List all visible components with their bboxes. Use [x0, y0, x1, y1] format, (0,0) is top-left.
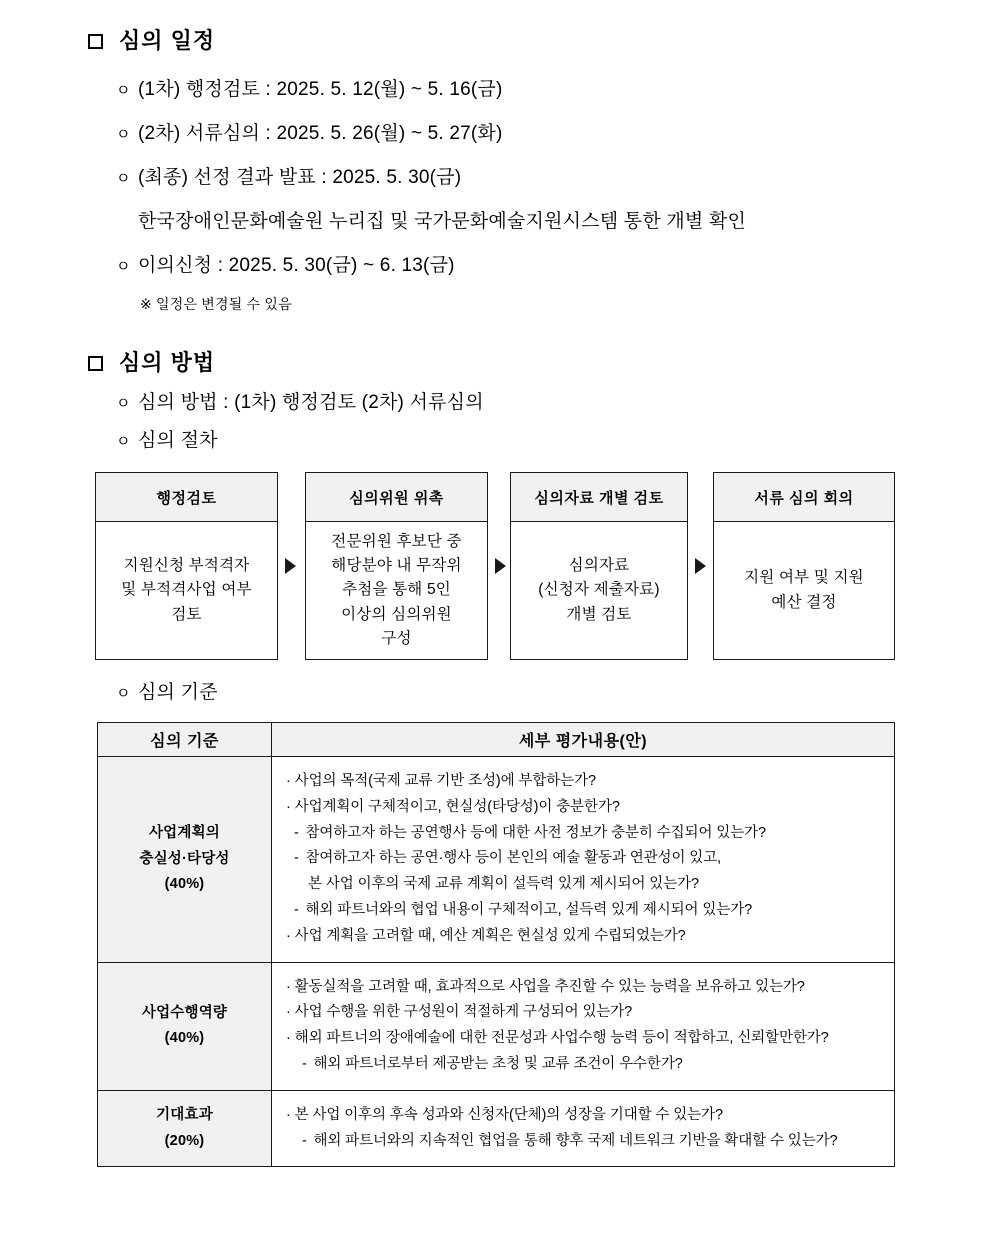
method-item-method-text: 심의 방법 : (1차) 행정검토 (2차) 서류심의 [138, 392, 484, 413]
circle-bullet-icon: ㅇ [116, 126, 131, 143]
flow-step-1 [95, 472, 278, 660]
circle-bullet-icon: ㅇ [116, 82, 131, 99]
table-header-row [98, 723, 895, 757]
criteria-detail-cell [272, 962, 895, 1090]
table-row [98, 1090, 895, 1167]
criteria-table-head [98, 723, 895, 757]
flow-step-4 [713, 472, 895, 660]
column-header-details: 세부 평가내용(안) [272, 723, 895, 757]
flow-step-1-title: 행정검토 [96, 473, 277, 522]
section-heading-schedule [88, 30, 215, 52]
schedule-item-1-text: (1차) 행정검토 : 2025. 5. 12(월) ~ 5. 16(금) [138, 79, 503, 100]
criteria-table [97, 722, 895, 1167]
circle-bullet-icon: ㅇ [116, 395, 131, 412]
criteria-detail-item: · 활동실적을 고려할 때, 효과적으로 사업을 추진할 수 있는 능력을 보유하고 있는가? [286, 978, 805, 995]
criteria-name-cell: 사업수행역량 (40%) [98, 962, 272, 1090]
circle-bullet-icon: ㅇ [116, 685, 131, 702]
flow-step-2-body: 전문위원 후보단 중 해당분야 내 무작위 추첨을 통해 5인 이상의 심의위원 구성 [331, 533, 462, 647]
section-heading-method-label: 심의 방법 [119, 350, 216, 375]
method-item-process-text: 심의 절차 [138, 430, 218, 451]
column-header-criteria: 심의 기준 [98, 723, 272, 757]
criteria-detail-item: · 해외 파트너의 장애예술에 대한 전문성과 사업수행 능력 등이 적합하고, 신뢰할만한가? [286, 1030, 829, 1047]
schedule-item-3-continuation: 한국장애인문화예술원 누리집 및 국가문화예술지원시스템 통한 개별 확인 [138, 211, 747, 232]
flow-step-1-body: 지원신청 부적격자 및 부적격사업 여부 검토 [121, 557, 252, 623]
criteria-detail-item: - 해외 파트너와의 협업 내용이 구체적이고, 설득력 있게 제시되어 있는가? [294, 901, 753, 918]
method-item-method [116, 391, 484, 415]
criteria-detail-item: · 사업 수행을 위한 구성원이 적절하게 구성되어 있는가? [286, 1004, 633, 1021]
section-heading-schedule-label: 심의 일정 [119, 28, 216, 53]
schedule-item-4-text: 이의신청 : 2025. 5. 30(금) ~ 6. 13(금) [138, 255, 455, 276]
flow-step-3-body: 심의자료 (신청자 제출자료) 개별 검토 [538, 557, 660, 623]
method-item-criteria [116, 681, 218, 705]
section-heading-method [88, 352, 215, 374]
review-process-flowchart [95, 472, 895, 662]
criteria-detail-item: · 본 사업 이후의 후속 성과와 신청자(단체)의 성장을 기대할 수 있는가? [286, 1106, 723, 1123]
flow-step-2 [305, 472, 488, 660]
criteria-detail-item: - 해외 파트너로부터 제공받는 초청 및 교류 조건이 우수한가? [302, 1055, 683, 1072]
flow-step-2-title: 심의위원 위촉 [306, 473, 487, 522]
schedule-item-2 [116, 122, 503, 146]
circle-bullet-icon: ㅇ [116, 170, 131, 187]
flow-arrow-2-icon [495, 558, 506, 574]
schedule-item-3 [116, 166, 461, 190]
schedule-item-1 [116, 78, 503, 102]
square-bullet-icon [88, 34, 103, 49]
schedule-item-3-text: (최종) 선정 결과 발표 : 2025. 5. 30(금) [138, 167, 462, 188]
flow-step-3-title: 심의자료 개별 검토 [511, 473, 687, 522]
circle-bullet-icon: ㅇ [116, 433, 131, 450]
criteria-detail-item: - 해외 파트너와의 지속적인 협업을 통해 향후 국제 네트워크 기반을 확대할 수 있는가? [302, 1132, 838, 1149]
flow-step-3 [510, 472, 688, 660]
flow-arrow-1-icon [285, 558, 296, 574]
criteria-detail-item: · 사업 계획을 고려할 때, 예산 계획은 현실성 있게 수립되었는가? [286, 927, 686, 944]
criteria-detail-item: - 참여하고자 하는 공연·행사 등이 본인의 예술 활동과 연관성이 있고, [294, 850, 722, 867]
criteria-detail-cell [272, 1090, 895, 1167]
schedule-item-2-text: (2차) 서류심의 : 2025. 5. 26(월) ~ 5. 27(화) [138, 123, 503, 144]
schedule-item-4 [116, 254, 455, 278]
criteria-detail-item: 본 사업 이후의 국제 교류 계획이 설득력 있게 제시되어 있는가? [308, 876, 699, 893]
flow-step-4-body: 지원 여부 및 지원 예산 결정 [744, 569, 864, 611]
criteria-name-cell: 기대효과 (20%) [98, 1090, 272, 1167]
criteria-name-cell: 사업계획의 충실성·타당성 (40%) [98, 757, 272, 963]
circle-bullet-icon: ㅇ [116, 258, 131, 275]
table-row [98, 962, 895, 1090]
method-item-criteria-text: 심의 기준 [138, 682, 218, 703]
method-item-process [116, 429, 218, 453]
criteria-table-body [98, 757, 895, 1167]
table-row [98, 757, 895, 963]
flow-step-4-title: 서류 심의 회의 [714, 473, 894, 522]
criteria-detail-item: · 사업의 목적(국제 교류 기반 조성)에 부합하는가? [286, 773, 596, 789]
criteria-detail-item: · 사업계획이 구체적이고, 현실성(타당성)이 충분한가? [286, 798, 620, 815]
flow-arrow-3-icon [695, 558, 706, 574]
schedule-note: ※ 일정은 변경될 수 있음 [140, 296, 292, 312]
criteria-detail-item: - 참여하고자 하는 공연행사 등에 대한 사전 정보가 충분히 수집되어 있는가? [294, 824, 766, 841]
square-bullet-icon [88, 356, 103, 371]
criteria-detail-cell [272, 757, 895, 963]
